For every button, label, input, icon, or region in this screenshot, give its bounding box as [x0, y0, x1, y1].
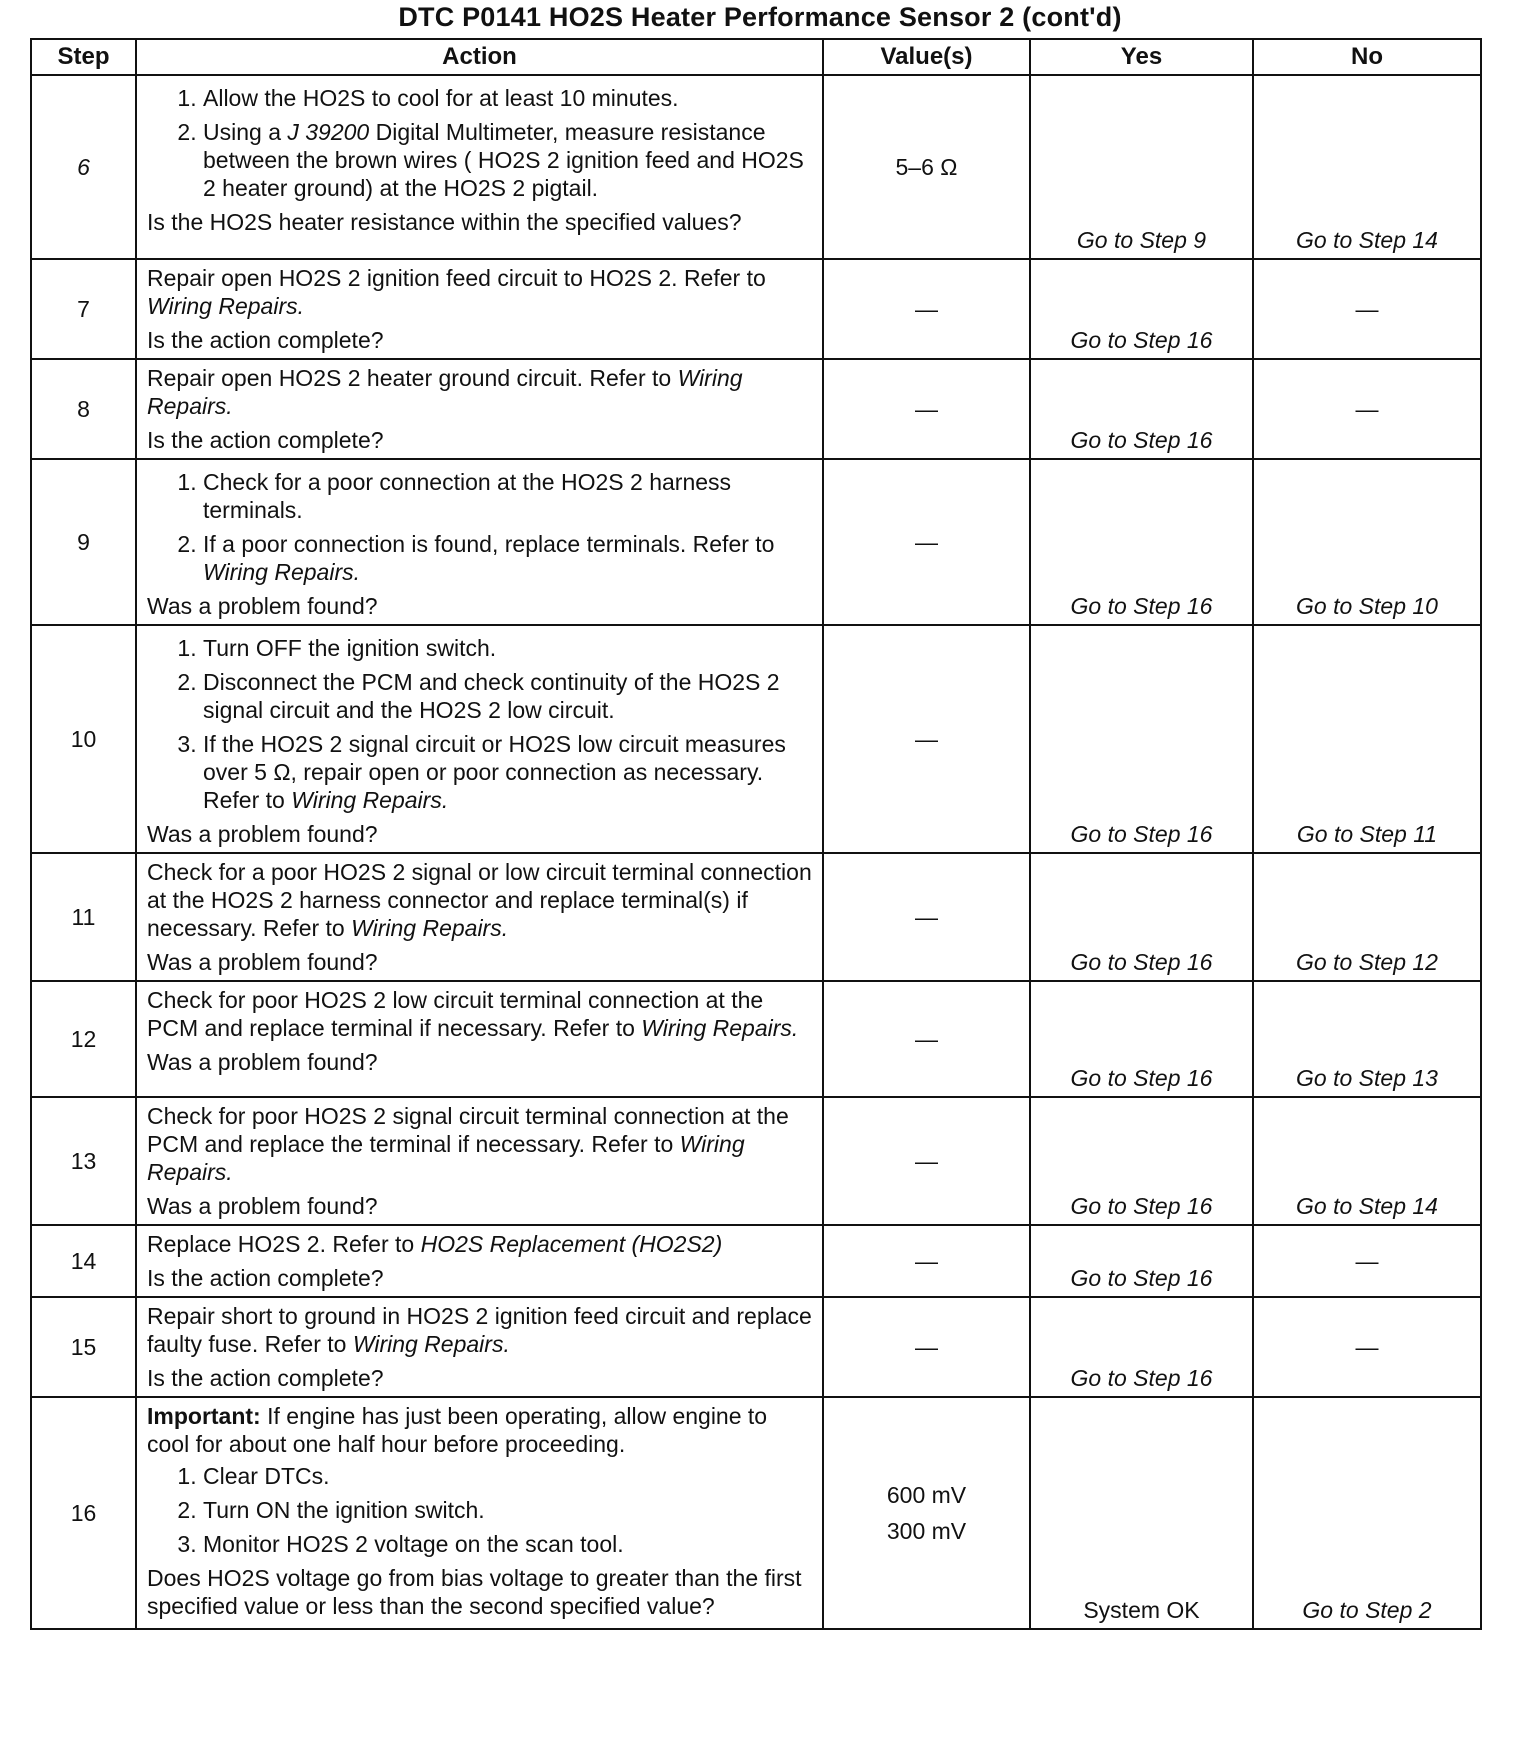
- values-cell: [823, 459, 1030, 625]
- reference-link-text: Wiring Repairs.: [641, 1015, 799, 1041]
- step-number: 12: [31, 981, 136, 1097]
- action-question: Is the action complete?: [147, 327, 384, 353]
- action-step-item: [203, 118, 812, 202]
- header-action: Action: [136, 39, 823, 75]
- action-step-item: [203, 530, 812, 586]
- text-segment: Check for a poor HO2S 2 signal or low circuit terminal connection at the HO2S 2 harness connector and replace terminal(s) if necessary. Refer to: [147, 859, 812, 941]
- no-cell: —: [1253, 1297, 1481, 1397]
- reference-link-text: Wiring Repairs.: [352, 1331, 510, 1357]
- action-text: [147, 1302, 812, 1358]
- page-title: DTC P0141 HO2S Heater Performance Sensor 2 (cont'd): [398, 2, 1122, 32]
- table-row: [31, 625, 1481, 853]
- action-question: Was a problem found?: [147, 949, 378, 975]
- text-segment: Digital Multimeter, measure resistance between the brown wires ( HO2S 2 ignition feed and HO2S 2 heater ground) at the HO2S 2 pigtail.: [203, 119, 804, 201]
- action-question: Was a problem found?: [147, 821, 378, 847]
- values-cell: [823, 359, 1030, 459]
- step-number: 11: [31, 853, 136, 981]
- value-item: —: [915, 296, 938, 322]
- text-segment: Check for poor HO2S 2 low circuit terminal connection at the PCM and replace terminal if necessary. Refer to: [147, 987, 764, 1041]
- action-cell: [136, 981, 823, 1097]
- action-steps-list: [147, 468, 812, 586]
- value-item: —: [915, 1026, 938, 1052]
- reference-link-text: Wiring Repairs.: [351, 915, 509, 941]
- yes-cell: Go to Step 16: [1030, 853, 1253, 981]
- action-question: Was a problem found?: [147, 593, 378, 619]
- value-item: 600 mV: [886, 1482, 967, 1508]
- action-question: Is the action complete?: [147, 1365, 384, 1391]
- yes-cell: Go to Step 16: [1030, 359, 1253, 459]
- important-note: [147, 1402, 812, 1458]
- value-item: —: [915, 396, 938, 422]
- values-cell: [823, 1097, 1030, 1225]
- value-item: 300 mV: [886, 1518, 967, 1544]
- step-number: 6: [31, 75, 136, 259]
- step-number: 8: [31, 359, 136, 459]
- action-cell: [136, 259, 823, 359]
- yes-cell: Go to Step 16: [1030, 259, 1253, 359]
- values-cell: [823, 853, 1030, 981]
- text-segment: Repair open HO2S 2 heater ground circuit. Refer to: [147, 365, 678, 391]
- text-segment: Repair short to ground in HO2S 2 ignition feed circuit and replace faulty fuse. Refer to: [147, 1303, 812, 1357]
- action-steps-list: [147, 1462, 812, 1558]
- action-question: Does HO2S voltage go from bias voltage to greater than the first specified value or less than the second specified value?: [147, 1565, 802, 1619]
- action-steps-list: [147, 84, 812, 202]
- values-cell: [823, 625, 1030, 853]
- values-cell: [823, 75, 1030, 259]
- action-text: [147, 264, 812, 320]
- action-step-item: 1. Turn OFF the ignition switch.: [203, 634, 812, 662]
- action-step-item: [203, 730, 812, 814]
- reference-link-text: Wiring Repairs.: [147, 365, 743, 419]
- text-segment: If engine has just been operating, allow engine to cool for about one half hour before proceeding.: [147, 1403, 768, 1457]
- action-cell: [136, 359, 823, 459]
- action-question: Is the action complete?: [147, 427, 384, 453]
- table-row: [31, 75, 1481, 259]
- action-text: [147, 364, 812, 420]
- action-step-item: 1. Clear DTCs.: [203, 1462, 812, 1490]
- action-cell: [136, 1097, 823, 1225]
- action-step-item: 1. Allow the HO2S to cool for at least 10 minutes.: [203, 84, 812, 112]
- step-number: 9: [31, 459, 136, 625]
- text-segment: If the HO2S 2 signal circuit or HO2S low circuit measures over 5 Ω, repair open or poor connection as necessary. Refer to: [203, 731, 786, 813]
- action-step-item: 2. Disconnect the PCM and check continuity of the HO2S 2 signal circuit and the HO2S 2 low circuit.: [203, 668, 812, 724]
- step-number: 15: [31, 1297, 136, 1397]
- table-row: [31, 1097, 1481, 1225]
- table-row: [31, 853, 1481, 981]
- action-text: [147, 986, 812, 1042]
- header-step: Step: [31, 39, 136, 75]
- step-number: 16: [31, 1397, 136, 1629]
- header-no: No: [1253, 39, 1481, 75]
- text-segment: Replace HO2S 2. Refer to: [147, 1231, 421, 1257]
- step-number: 7: [31, 259, 136, 359]
- value-item: —: [915, 904, 938, 930]
- no-cell: —: [1253, 1225, 1481, 1297]
- step-number: 13: [31, 1097, 136, 1225]
- values-cell: [823, 1225, 1030, 1297]
- table-row: [31, 459, 1481, 625]
- text-segment: Repair open HO2S 2 ignition feed circuit to HO2S 2. Refer to: [147, 265, 766, 291]
- text-segment: Check for poor HO2S 2 signal circuit terminal connection at the PCM and replace the terminal if necessary. Refer to: [147, 1103, 789, 1157]
- header-yes: Yes: [1030, 39, 1253, 75]
- values-cell: [823, 259, 1030, 359]
- no-cell: Go to Step 14: [1253, 1097, 1481, 1225]
- yes-cell: Go to Step 16: [1030, 625, 1253, 853]
- action-text: [147, 1230, 812, 1258]
- text-segment: Using a: [203, 119, 288, 145]
- diagnostic-table: [30, 38, 1482, 1630]
- action-question: Is the HO2S heater resistance within the specified values?: [147, 209, 742, 235]
- step-number: 14: [31, 1225, 136, 1297]
- no-cell: Go to Step 2: [1253, 1397, 1481, 1629]
- no-cell: Go to Step 11: [1253, 625, 1481, 853]
- value-item: —: [915, 1148, 938, 1174]
- table-row: [31, 981, 1481, 1097]
- reference-link-text: J 39200: [287, 119, 370, 145]
- action-cell: [136, 1397, 823, 1629]
- reference-link-text: Wiring Repairs.: [203, 559, 361, 585]
- value-item: —: [915, 1334, 938, 1360]
- action-cell: [136, 75, 823, 259]
- important-label: Important:: [147, 1403, 261, 1429]
- reference-link-text: Wiring Repairs.: [147, 1131, 745, 1185]
- yes-cell: System OK: [1030, 1397, 1253, 1629]
- no-cell: Go to Step 13: [1253, 981, 1481, 1097]
- action-text: [147, 858, 812, 942]
- values-cell: [823, 1397, 1030, 1629]
- table-row: [31, 1297, 1481, 1397]
- yes-cell: Go to Step 9: [1030, 75, 1253, 259]
- action-cell: [136, 853, 823, 981]
- value-item: —: [915, 1248, 938, 1274]
- value-item: —: [915, 726, 938, 752]
- yes-cell: Go to Step 16: [1030, 459, 1253, 625]
- yes-cell: Go to Step 16: [1030, 1225, 1253, 1297]
- action-cell: [136, 625, 823, 853]
- yes-cell: Go to Step 16: [1030, 981, 1253, 1097]
- action-steps-list: [147, 634, 812, 814]
- action-question: Was a problem found?: [147, 1193, 378, 1219]
- values-cell: [823, 1297, 1030, 1397]
- no-cell: Go to Step 12: [1253, 853, 1481, 981]
- action-cell: [136, 1297, 823, 1397]
- action-text: [147, 1102, 812, 1186]
- table-header-row: [31, 39, 1481, 75]
- yes-cell: Go to Step 16: [1030, 1097, 1253, 1225]
- value-item: —: [915, 529, 938, 555]
- header-values: Value(s): [823, 39, 1030, 75]
- table-body: [31, 75, 1481, 1629]
- reference-link-text: Wiring Repairs.: [147, 293, 305, 319]
- table-row: [31, 1225, 1481, 1297]
- action-cell: [136, 459, 823, 625]
- no-cell: Go to Step 10: [1253, 459, 1481, 625]
- action-step-item: 3. Monitor HO2S 2 voltage on the scan tool.: [203, 1530, 812, 1558]
- action-step-item: 1. Check for a poor connection at the HO2S 2 harness terminals.: [203, 468, 812, 524]
- action-question: Was a problem found?: [147, 1049, 378, 1075]
- value-item: 5–6 Ω: [895, 154, 958, 180]
- values-cell: [823, 981, 1030, 1097]
- step-number: 10: [31, 625, 136, 853]
- no-cell: Go to Step 14: [1253, 75, 1481, 259]
- reference-link-text: HO2S Replacement (HO2S2): [420, 1231, 723, 1257]
- table-row: [31, 1397, 1481, 1629]
- action-question: Is the action complete?: [147, 1265, 384, 1291]
- action-cell: [136, 1225, 823, 1297]
- text-segment: If a poor connection is found, replace terminals. Refer to: [203, 531, 775, 557]
- action-step-item: 2. Turn ON the ignition switch.: [203, 1496, 812, 1524]
- table-row: [31, 259, 1481, 359]
- no-cell: —: [1253, 359, 1481, 459]
- reference-link-text: Wiring Repairs.: [291, 787, 449, 813]
- yes-cell: Go to Step 16: [1030, 1297, 1253, 1397]
- table-row: [31, 359, 1481, 459]
- no-cell: —: [1253, 259, 1481, 359]
